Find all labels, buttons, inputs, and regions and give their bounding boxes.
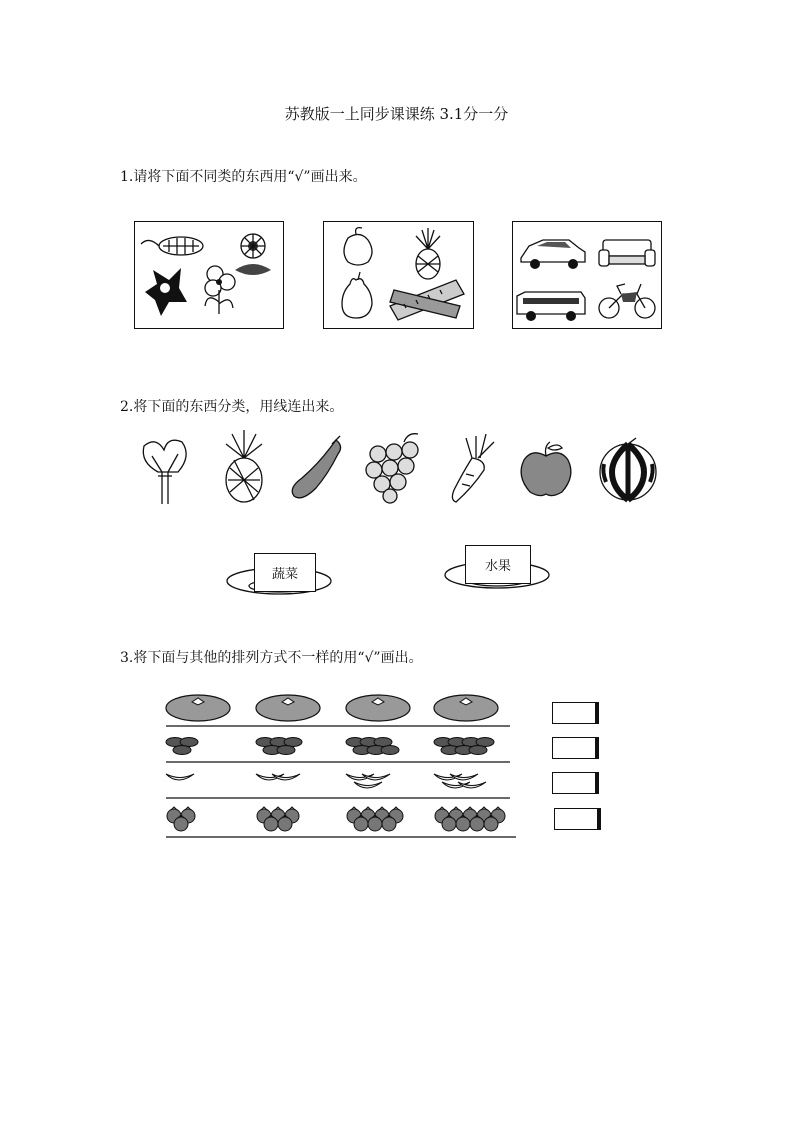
banana-icon <box>346 774 390 788</box>
question-1-text: 1.请将下面不同类的东西用“√”画出来。 <box>120 169 367 185</box>
pineapple-icon <box>226 430 262 502</box>
q3-arrangement-grid <box>156 690 526 840</box>
q1-group-1-box[interactable] <box>134 221 284 329</box>
eggplant-icon <box>166 738 198 755</box>
peach-icon <box>344 228 372 265</box>
answer-box-row-1[interactable] <box>552 702 599 724</box>
melon-icon <box>166 695 230 721</box>
bus-icon <box>517 292 585 321</box>
q1-group-2-box[interactable] <box>323 221 474 329</box>
banana-icon <box>434 774 486 788</box>
q1-group-3-art <box>513 222 661 328</box>
car-icon <box>521 240 585 269</box>
apple-icon <box>521 442 571 496</box>
pear-icon <box>342 272 372 318</box>
eggplant-icon <box>292 436 340 498</box>
eggplant-icon <box>434 738 494 755</box>
tomato-icon <box>257 807 299 831</box>
answer-box-row-4[interactable] <box>554 808 601 830</box>
corn-icon <box>141 237 203 255</box>
answer-box-row-2[interactable] <box>552 737 599 759</box>
watermelon-icon <box>600 438 656 500</box>
carrot-icon <box>452 434 494 502</box>
melon-icon <box>256 695 320 721</box>
flower-icon <box>205 266 235 314</box>
grapes-icon <box>366 434 418 503</box>
question-3-text: 3.将下面与其他的排列方式不一样的用“√”画出。 <box>120 650 423 666</box>
category-box-vegetable[interactable]: 蔬菜 <box>254 553 316 592</box>
eggplant-icon <box>346 738 399 755</box>
ruler-icon <box>390 280 464 320</box>
q1-group-1-art <box>135 222 283 328</box>
sunflower-icon <box>235 234 271 275</box>
q2-items-row <box>134 428 674 508</box>
motorcycle-icon <box>599 284 655 318</box>
melon-icon <box>434 695 498 721</box>
answer-box-row-3[interactable] <box>552 772 599 794</box>
tomato-icon <box>435 807 505 831</box>
eggplant-icon <box>256 738 302 755</box>
banana-icon <box>256 774 300 780</box>
question-2-text: 2.将下面的东西分类，用线连出来。 <box>120 399 344 415</box>
category-box-fruit[interactable]: 水果 <box>465 545 531 584</box>
pineapple-icon <box>416 228 440 279</box>
page-title: 苏教版一上同步课课练 3.1分一分 <box>284 105 509 123</box>
spinach-icon <box>143 440 186 504</box>
melon-icon <box>346 695 410 721</box>
tomato-icon <box>347 807 403 831</box>
sofa-icon <box>599 240 655 266</box>
banana-icon <box>166 774 194 780</box>
q1-group-2-art <box>324 222 473 328</box>
flower-icon <box>145 268 187 316</box>
q1-group-3-box[interactable] <box>512 221 662 329</box>
tomato-icon <box>167 807 195 831</box>
